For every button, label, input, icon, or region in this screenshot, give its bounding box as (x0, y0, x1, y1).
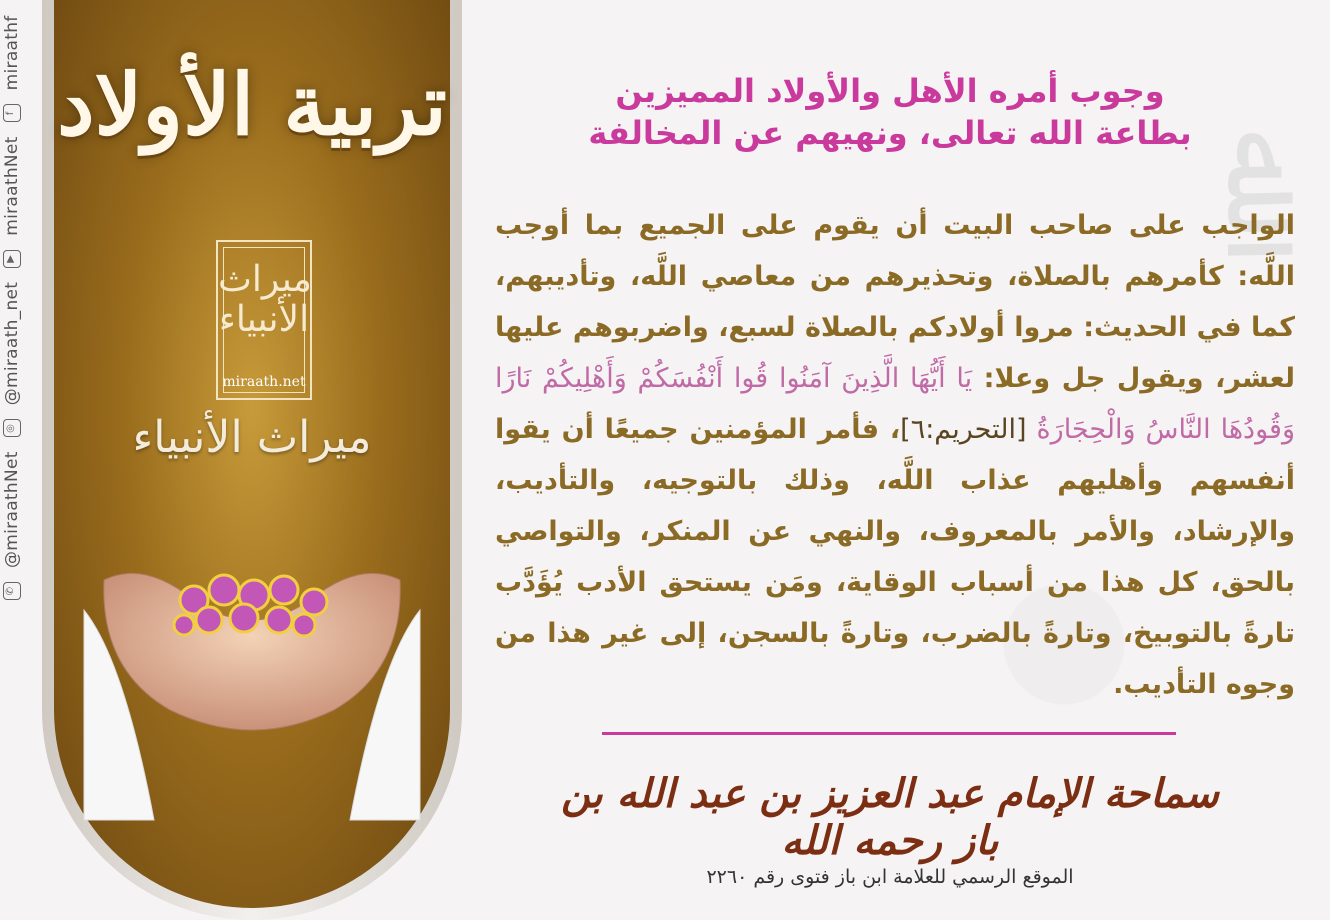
logo-url: miraath.net (222, 374, 306, 390)
cupped-hands-image (84, 520, 420, 820)
heading-line-2: بطاعة الله تعالى، ونهيهم عن المخالفة (588, 114, 1192, 152)
fatwa-body (495, 200, 1295, 710)
banner-title: تربية الأولاد (57, 55, 447, 154)
body-part-1: الواجب على صاحب البيت أن يقوم على الجميع بما أوجب اللَّه: كأمرهم بالصلاة، وتحذيرهم من معاصي اللَّه، وتأديبهم، كما في الحديث: مروا أولادكم بالصلاة لسبع، واضربوهم عليها لعشر، ويقول جل وعلا: (495, 210, 1296, 394)
youtube-handle[interactable]: miraathNet (2, 136, 22, 236)
miraath-logo (216, 240, 312, 400)
brand-calligraphy: ميراث الأنبياء (132, 412, 372, 463)
instagram-handle[interactable]: @miraath_net (2, 281, 22, 406)
divider-line (602, 732, 1176, 735)
heading-line-1: وجوب أمره الأهل والأولاد المميزين (615, 72, 1165, 110)
logo-calligraphy: ميراث الأنبياء (218, 259, 312, 340)
quran-verse: يَا أَيُّهَا الَّذِينَ آمَنُوا قُوا أَنْفُسَكُمْ وَأَهْلِيكُمْ نَارًا وَقُودُهَا النَّاسُ وَالْحِجَارَةُ (495, 363, 1295, 445)
body-part-2: ، فأمر المؤمنين جميعًا أن يقوا أنفسهم وأهليهم عذاب اللَّه، وذلك بالتوجيه، والتأديب، والإرشاد، والأمر بالمعروف، والنهي عن المنكر، والتواصي بالحق، كل هذا من أسباب الوقاية، ومَن يستحق الأدب يُؤَدَّب تارةً بالتوبيخ، وتارةً بالضرب، وتارةً بالسجن، إلى غير هذا من وجوه التأديب. (495, 414, 1295, 700)
scholar-signature: سماحة الإمام عبد العزيز بن عبد الله بن باز رحمه الله (561, 770, 1219, 864)
youtube-icon: ▶ (3, 250, 21, 268)
left-banner (42, 0, 462, 920)
social-strip (0, 0, 40, 920)
banner-gold-panel (54, 0, 450, 908)
facebook-handle[interactable]: miraathf (2, 15, 22, 91)
source-citation: الموقع الرسمي للعلامة ابن باز فتوى رقم ٢٢٦٠ (706, 866, 1074, 888)
verse-reference: [التحريم:٦] (900, 414, 1037, 445)
social-handles (2, 15, 22, 600)
flowers (174, 575, 327, 636)
instagram-icon: ◎ (3, 419, 21, 437)
whatsapp-handle[interactable]: @miraathNet (2, 451, 22, 568)
facebook-icon: f (3, 104, 21, 122)
whatsapp-icon: ✆ (3, 582, 21, 600)
